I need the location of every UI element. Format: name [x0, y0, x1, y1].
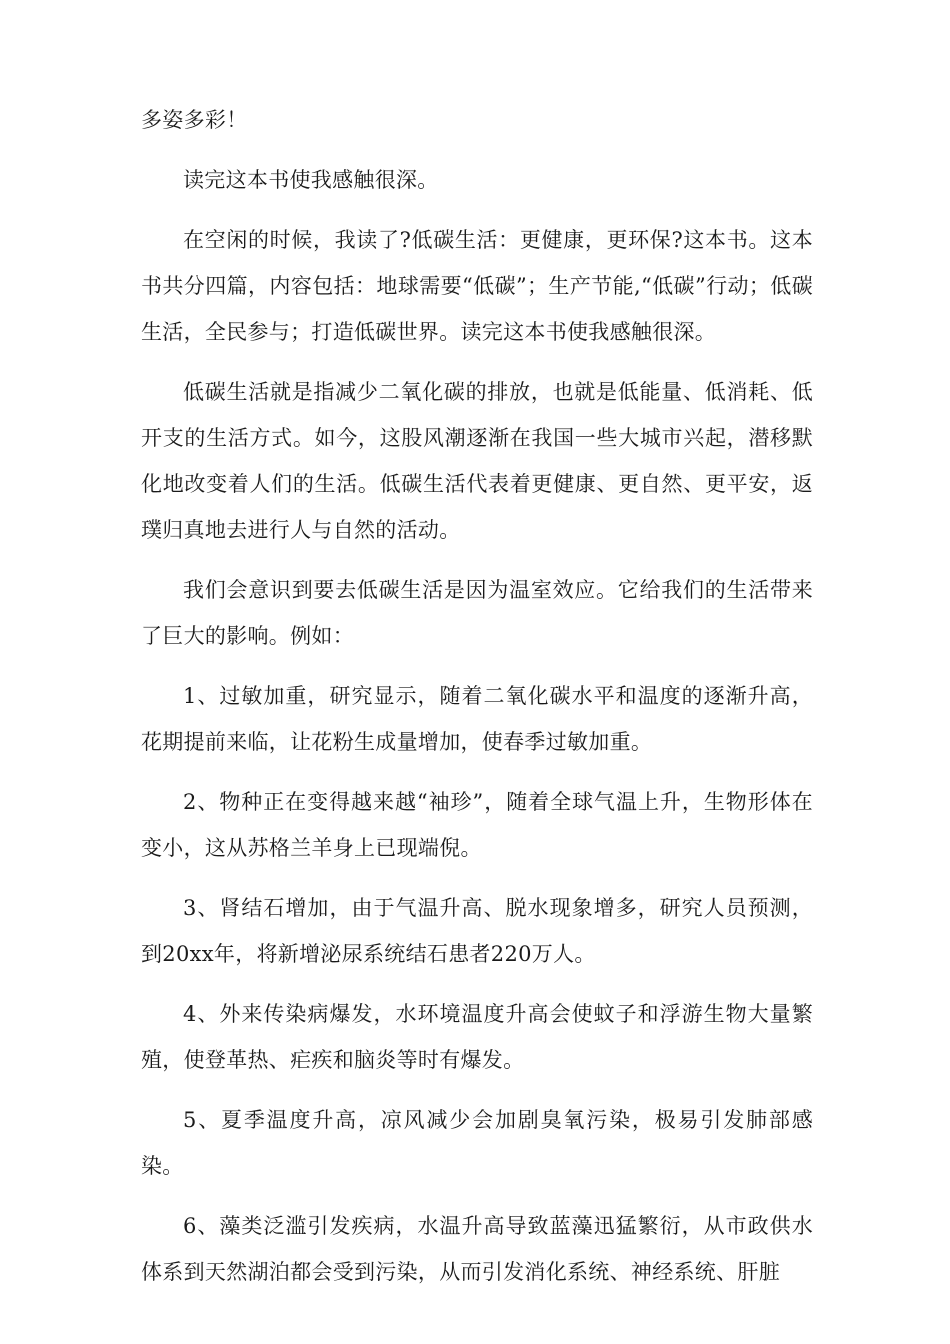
list-item-1: 1、过敏加重，研究显示，随着二氧化碳水平和温度的逐渐升高，花期提前来临，让花粉生成量增加，使春季过敏加重。 [141, 684, 813, 754]
paragraph-3: 在空闲的时候，我读了?低碳生活：更健康，更环保?这本书。这本书共分四篇，内容包括：地球需要“低碳”；生产节能,“低碳”行动；低碳生活，全民参与；打造低碳世界。读完这本书使我感触很深。 [141, 228, 813, 344]
paragraph-5: 我们会意识到要去低碳生活是因为温室效应。它给我们的生活带来了巨大的影响。例如： [141, 578, 813, 648]
list-item-2: 2、物种正在变得越来越“袖珍”，随着全球气温上升，生物形体在变小，这从苏格兰羊身上已现端倪。 [141, 790, 813, 860]
list-item-5: 5、夏季温度升高，凉风减少会加剧臭氧污染，极易引发肺部感染。 [141, 1108, 813, 1178]
list-item-4: 4、外来传染病爆发，水环境温度升高会使蚊子和浮游生物大量繁殖，使登革热、疟疾和脑炎等时有爆发。 [141, 1002, 813, 1072]
paragraph-2: 读完这本书使我感触很深。 [183, 168, 439, 192]
paragraph-1: 多姿多彩！ [141, 108, 248, 132]
list-item-6: 6、藻类泛滥引发疾病，水温升高导致蓝藻迅猛繁衍，从市政供水体系到天然湖泊都会受到污染，从而引发消化系统、神经系统、肝脏 [141, 1214, 813, 1284]
paragraph-4: 低碳生活就是指减少二氧化碳的排放，也就是低能量、低消耗、低开支的生活方式。如今，这股风潮逐渐在我国一些大城市兴起，潜移默化地改变着人们的生活。低碳生活代表着更健康、更自然、更平安，返璞归真地去进行人与自然的活动。 [141, 380, 813, 542]
list-item-3: 3、肾结石增加，由于气温升高、脱水现象增多，研究人员预测，到20xx年，将新增泌尿系统结石患者220万人。 [141, 896, 813, 966]
document-body [141, 97, 813, 1309]
